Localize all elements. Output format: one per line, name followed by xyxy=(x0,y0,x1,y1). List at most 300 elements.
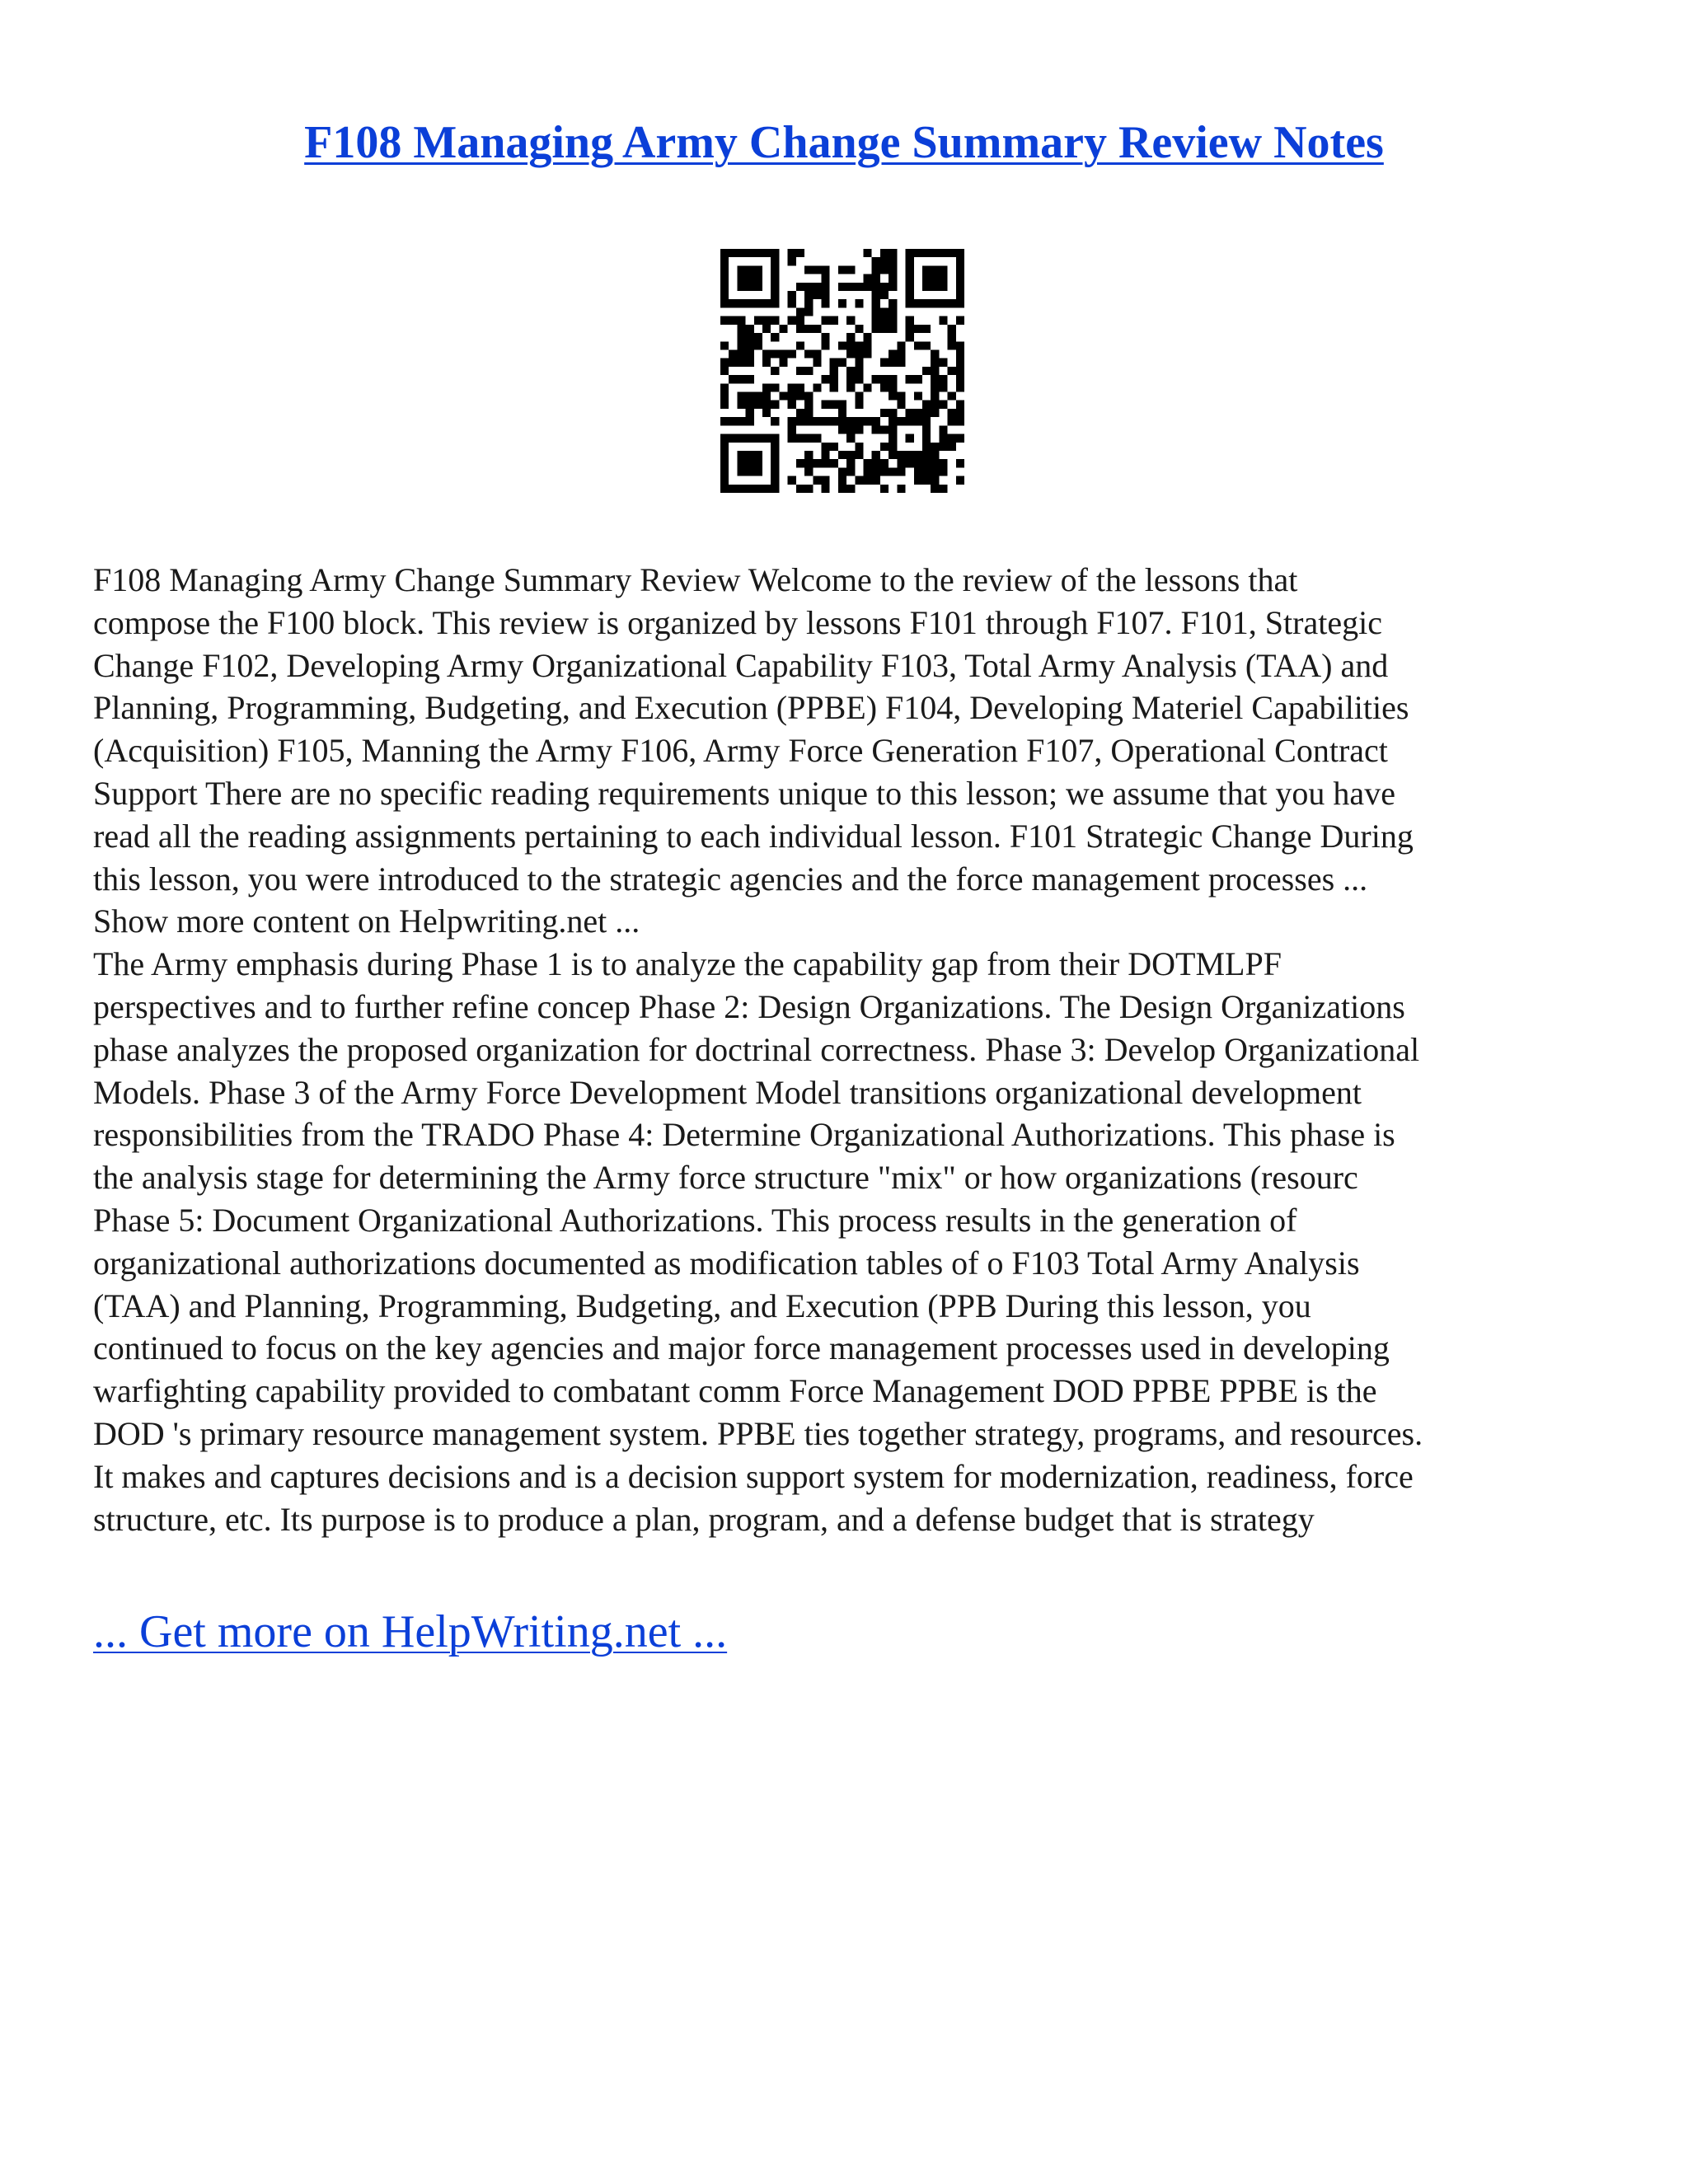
qr-module xyxy=(804,283,813,291)
qr-module xyxy=(838,283,846,291)
qr-module xyxy=(855,299,863,307)
qr-module xyxy=(846,459,855,467)
qr-module xyxy=(846,467,855,476)
qr-module xyxy=(872,265,880,274)
qr-module xyxy=(771,459,779,467)
qr-module xyxy=(821,476,829,485)
qr-module xyxy=(956,249,964,257)
qr-module xyxy=(737,265,745,274)
qr-module xyxy=(855,359,863,367)
qr-module xyxy=(720,434,729,443)
qr-module xyxy=(889,383,897,391)
qr-module xyxy=(737,349,745,358)
qr-module xyxy=(804,291,813,299)
qr-module xyxy=(762,316,771,325)
qr-module xyxy=(906,333,914,341)
qr-module xyxy=(931,265,939,274)
qr-module xyxy=(796,249,804,257)
qr-module xyxy=(939,299,947,307)
qr-module xyxy=(821,451,829,459)
qr-module xyxy=(906,291,914,299)
qr-module xyxy=(855,283,863,291)
qr-module xyxy=(931,451,939,459)
qr-module xyxy=(737,249,745,257)
qr-module xyxy=(939,401,947,409)
qr-module xyxy=(771,401,779,409)
qr-module xyxy=(788,316,796,325)
qr-module xyxy=(914,476,922,485)
qr-module xyxy=(746,333,754,341)
qr-module xyxy=(889,274,897,283)
qr-module xyxy=(906,283,914,291)
qr-module xyxy=(880,257,889,265)
qr-module xyxy=(754,316,762,325)
qr-module xyxy=(889,325,897,333)
qr-module xyxy=(796,434,804,443)
qr-module xyxy=(880,459,889,467)
qr-module xyxy=(830,383,838,391)
qr-module xyxy=(771,367,779,375)
qr-module xyxy=(762,349,771,358)
paragraph-line: perspectives and to further refine concep Phase 2: Design Organizations. The Design Organizations xyxy=(93,987,1405,1025)
qr-module xyxy=(931,476,939,485)
qr-module xyxy=(880,425,889,434)
qr-module xyxy=(737,485,745,493)
qr-module xyxy=(779,392,787,401)
qr-module xyxy=(821,401,829,409)
qr-module xyxy=(931,375,939,383)
qr-module xyxy=(754,451,762,459)
qr-module xyxy=(906,451,914,459)
qr-module xyxy=(897,459,905,467)
qr-module xyxy=(804,459,813,467)
qr-module xyxy=(846,383,855,391)
qr-module xyxy=(956,476,964,485)
qr-module xyxy=(956,359,964,367)
qr-module xyxy=(889,409,897,417)
qr-module xyxy=(746,451,754,459)
qr-module xyxy=(931,359,939,367)
qr-module xyxy=(855,417,863,425)
qr-module xyxy=(906,459,914,467)
qr-module xyxy=(804,467,813,476)
qr-module xyxy=(906,375,914,383)
qr-module xyxy=(872,451,880,459)
qr-module xyxy=(922,325,931,333)
qr-module xyxy=(872,325,880,333)
qr-module xyxy=(880,283,889,291)
qr-module xyxy=(872,425,880,434)
qr-module xyxy=(948,434,956,443)
qr-module xyxy=(872,299,880,307)
qr-module xyxy=(855,425,863,434)
qr-module xyxy=(813,325,821,333)
qr-module xyxy=(914,459,922,467)
qr-module xyxy=(931,274,939,283)
qr-module xyxy=(880,307,889,316)
qr-module xyxy=(771,283,779,291)
qr-module xyxy=(889,451,897,459)
qr-module xyxy=(729,375,737,383)
qr-module xyxy=(771,274,779,283)
qr-module xyxy=(754,249,762,257)
qr-module xyxy=(906,265,914,274)
qr-module xyxy=(746,349,754,358)
qr-module xyxy=(830,375,838,383)
qr-module xyxy=(956,274,964,283)
qr-module xyxy=(804,367,813,375)
qr-module xyxy=(931,349,939,358)
qr-module xyxy=(746,401,754,409)
qr-module xyxy=(720,249,729,257)
qr-module xyxy=(846,425,855,434)
qr-module xyxy=(779,359,787,367)
qr-module xyxy=(720,283,729,291)
qr-module xyxy=(813,434,821,443)
qr-module xyxy=(796,341,804,349)
qr-module xyxy=(771,299,779,307)
qr-module xyxy=(906,299,914,307)
qr-module xyxy=(796,283,804,291)
qr-module xyxy=(729,349,737,358)
qr-module xyxy=(864,383,872,391)
qr-module xyxy=(788,425,796,434)
qr-module xyxy=(771,476,779,485)
qr-module xyxy=(746,359,754,367)
qr-module xyxy=(720,485,729,493)
qr-module xyxy=(864,459,872,467)
paragraph-line: warfighting capability provided to combatant comm Force Management DOD PPBE PPBE is the xyxy=(93,1372,1377,1410)
qr-module xyxy=(931,367,939,375)
qr-module xyxy=(889,359,897,367)
qr-module xyxy=(830,443,838,451)
qr-module xyxy=(813,291,821,299)
qr-module xyxy=(939,443,947,451)
qr-module xyxy=(956,375,964,383)
qr-module xyxy=(864,341,872,349)
qr-module xyxy=(956,417,964,425)
qr-module xyxy=(897,359,905,367)
qr-module xyxy=(720,476,729,485)
qr-module xyxy=(864,249,872,257)
qr-module xyxy=(796,459,804,467)
qr-module xyxy=(922,274,931,283)
qr-module xyxy=(804,451,813,459)
qr-module xyxy=(939,274,947,283)
qr-module xyxy=(737,299,745,307)
qr-module xyxy=(746,459,754,467)
qr-module xyxy=(771,417,779,425)
qr-module xyxy=(948,367,956,375)
qr-module xyxy=(956,257,964,265)
qr-module xyxy=(922,341,931,349)
paragraph-line: Show more content on Helpwriting.net ... xyxy=(93,902,640,940)
qr-module xyxy=(720,257,729,265)
qr-module xyxy=(846,434,855,443)
qr-module xyxy=(720,392,729,401)
qr-module xyxy=(788,291,796,299)
qr-module xyxy=(956,349,964,358)
qr-module xyxy=(922,265,931,274)
qr-module xyxy=(931,383,939,391)
qr-module xyxy=(746,409,754,417)
qr-module xyxy=(779,325,787,333)
qr-module xyxy=(821,316,829,325)
qr-module xyxy=(922,417,931,425)
qr-module xyxy=(897,392,905,401)
qr-module xyxy=(914,451,922,459)
qr-module xyxy=(864,333,872,341)
qr-module xyxy=(914,417,922,425)
qr-module xyxy=(872,467,880,476)
qr-module xyxy=(838,359,846,367)
qr-module xyxy=(939,383,947,391)
qr-module xyxy=(880,359,889,367)
qr-module xyxy=(889,434,897,443)
qr-module xyxy=(880,375,889,383)
qr-module xyxy=(737,375,745,383)
qr-module xyxy=(796,367,804,375)
qr-module xyxy=(846,333,855,341)
qr-module xyxy=(762,359,771,367)
qr-module xyxy=(872,459,880,467)
qr-module xyxy=(796,485,804,493)
qr-module xyxy=(864,283,872,291)
qr-module xyxy=(864,349,872,358)
qr-module xyxy=(821,485,829,493)
qr-module xyxy=(846,283,855,291)
title-link[interactable]: F108 Managing Army Change Summary Review Notes xyxy=(304,117,1384,168)
qr-module xyxy=(754,392,762,401)
paragraph-line: It makes and captures decisions and is a decision support system for modernization, readiness, force xyxy=(93,1457,1414,1495)
qr-module xyxy=(720,299,729,307)
qr-module xyxy=(897,349,905,358)
qr-module xyxy=(948,325,956,333)
qr-module xyxy=(804,349,813,358)
qr-module xyxy=(914,409,922,417)
qr-module xyxy=(846,417,855,425)
qr-module xyxy=(762,299,771,307)
qr-module xyxy=(796,325,804,333)
qr-module xyxy=(830,459,838,467)
qr-module xyxy=(746,274,754,283)
qr-module xyxy=(813,359,821,367)
qr-module xyxy=(788,401,796,409)
qr-module xyxy=(788,383,796,391)
qr-module xyxy=(922,409,931,417)
qr-module xyxy=(939,485,947,493)
qr-module xyxy=(889,467,897,476)
qr-module xyxy=(720,417,729,425)
qr-module xyxy=(720,443,729,451)
qr-module xyxy=(762,249,771,257)
qr-module xyxy=(906,417,914,425)
qr-module xyxy=(771,383,779,391)
qr-module xyxy=(746,467,754,476)
qr-module xyxy=(762,383,771,391)
qr-module xyxy=(880,485,889,493)
qr-module xyxy=(720,316,729,325)
paragraph-line: compose the F100 block. This review is organized by lessons F101 through F107. F101, Strategic xyxy=(93,603,1382,641)
qr-module xyxy=(838,425,846,434)
qr-module xyxy=(830,316,838,325)
qr-module xyxy=(737,467,745,476)
qr-module xyxy=(746,417,754,425)
qr-module xyxy=(931,299,939,307)
qr-module xyxy=(788,349,796,358)
qr-module xyxy=(889,392,897,401)
get-more-link[interactable]: ... Get more on HelpWriting.net ... xyxy=(93,1606,728,1657)
qr-module xyxy=(737,333,745,341)
qr-module xyxy=(830,401,838,409)
qr-module xyxy=(880,409,889,417)
qr-module xyxy=(838,265,846,274)
paragraph-line: structure, etc. Its purpose is to produce a plan, program, and a defense budget that is strategy xyxy=(93,1500,1315,1538)
qr-module xyxy=(922,299,931,307)
qr-code-icon xyxy=(720,249,964,493)
qr-module xyxy=(788,392,796,401)
qr-module xyxy=(956,316,964,325)
qr-module xyxy=(846,375,855,383)
qr-module xyxy=(762,485,771,493)
qr-module xyxy=(880,467,889,476)
qr-module xyxy=(922,451,931,459)
summary-paragraph xyxy=(93,559,1601,1540)
paragraph-line: phase analyzes the proposed organization for doctrinal correctness. Phase 3: Develop Organizational xyxy=(93,1030,1420,1068)
qr-module xyxy=(746,392,754,401)
qr-module xyxy=(720,367,729,375)
qr-module xyxy=(737,359,745,367)
qr-module xyxy=(729,249,737,257)
qr-module xyxy=(754,341,762,349)
qr-module xyxy=(838,401,846,409)
qr-module xyxy=(821,443,829,451)
qr-module xyxy=(788,257,796,265)
qr-module xyxy=(729,434,737,443)
qr-module xyxy=(729,316,737,325)
qr-module xyxy=(914,249,922,257)
qr-module xyxy=(922,476,931,485)
qr-module xyxy=(821,459,829,467)
qr-module xyxy=(754,459,762,467)
qr-module xyxy=(821,299,829,307)
qr-module xyxy=(855,401,863,409)
qr-module xyxy=(813,459,821,467)
qr-module xyxy=(956,341,964,349)
qr-module xyxy=(948,249,956,257)
qr-module xyxy=(754,401,762,409)
qr-module xyxy=(737,459,745,467)
qr-module xyxy=(746,299,754,307)
paragraph-line: (Acquisition) F105, Manning the Army F106, Army Force Generation F107, Operational Contract xyxy=(93,732,1388,770)
qr-module xyxy=(880,291,889,299)
paragraph-line: responsibilities from the TRADO Phase 4: Determine Organizational Authorizations. This phase is xyxy=(93,1116,1395,1154)
qr-module xyxy=(804,485,813,493)
qr-module xyxy=(922,459,931,467)
qr-module xyxy=(855,375,863,383)
paragraph-line: continued to focus on the key agencies and major force management processes used in developing xyxy=(93,1329,1390,1367)
qr-module xyxy=(804,307,813,316)
qr-module xyxy=(855,341,863,349)
page-title xyxy=(0,114,1688,171)
qr-module xyxy=(914,341,922,349)
qr-module xyxy=(796,307,804,316)
qr-module xyxy=(922,367,931,375)
qr-module xyxy=(762,409,771,417)
qr-module xyxy=(746,375,754,383)
qr-module xyxy=(771,467,779,476)
qr-module xyxy=(830,359,838,367)
qr-module xyxy=(746,485,754,493)
paragraph-line: the analysis stage for determining the Army force structure "mix" or how organizations (resourc xyxy=(93,1159,1358,1197)
qr-module xyxy=(914,375,922,383)
paragraph-line: DOD 's primary resource management system. PPBE ties together strategy, programs, and resources. xyxy=(93,1414,1423,1452)
qr-module xyxy=(939,316,947,325)
qr-module xyxy=(922,283,931,291)
qr-module xyxy=(897,401,905,409)
qr-module xyxy=(846,265,855,274)
qr-module xyxy=(838,341,846,349)
qr-module xyxy=(880,249,889,257)
qr-module xyxy=(813,383,821,391)
qr-module xyxy=(830,417,838,425)
qr-module xyxy=(922,401,931,409)
qr-module xyxy=(931,409,939,417)
qr-module xyxy=(720,265,729,274)
qr-module xyxy=(804,401,813,409)
qr-module xyxy=(771,434,779,443)
qr-module xyxy=(880,443,889,451)
qr-module xyxy=(821,375,829,383)
qr-module xyxy=(948,417,956,425)
qr-module xyxy=(720,359,729,367)
qr-module xyxy=(864,476,872,485)
qr-module xyxy=(864,417,872,425)
qr-module xyxy=(922,467,931,476)
qr-module xyxy=(838,299,846,307)
qr-module xyxy=(737,325,745,333)
qr-module xyxy=(956,283,964,291)
qr-module xyxy=(922,249,931,257)
qr-module xyxy=(754,434,762,443)
paragraph-line: (TAA) and Planning, Programming, Budgeting, and Execution (PPB During this lesson, you xyxy=(93,1286,1311,1324)
paragraph-line: this lesson, you were introduced to the strategic agencies and the force management processes ... xyxy=(93,860,1368,898)
qr-module xyxy=(821,265,829,274)
qr-module xyxy=(855,451,863,459)
qr-module xyxy=(788,434,796,443)
qr-module xyxy=(754,283,762,291)
qr-module xyxy=(889,307,897,316)
qr-module xyxy=(889,283,897,291)
paragraph-line: F108 Managing Army Change Summary Review Welcome to the review of the lessons that xyxy=(93,561,1298,598)
qr-module xyxy=(788,476,796,485)
qr-module xyxy=(771,265,779,274)
qr-module xyxy=(813,476,821,485)
qr-module xyxy=(813,349,821,358)
qr-module xyxy=(956,299,964,307)
qr-module xyxy=(762,434,771,443)
qr-module xyxy=(838,417,846,425)
qr-module xyxy=(762,325,771,333)
qr-module xyxy=(796,383,804,391)
qr-module xyxy=(922,443,931,451)
qr-module xyxy=(956,459,964,467)
qr-module xyxy=(720,341,729,349)
qr-module xyxy=(804,417,813,425)
qr-module xyxy=(855,443,863,451)
qr-module xyxy=(956,401,964,409)
qr-module xyxy=(897,485,905,493)
